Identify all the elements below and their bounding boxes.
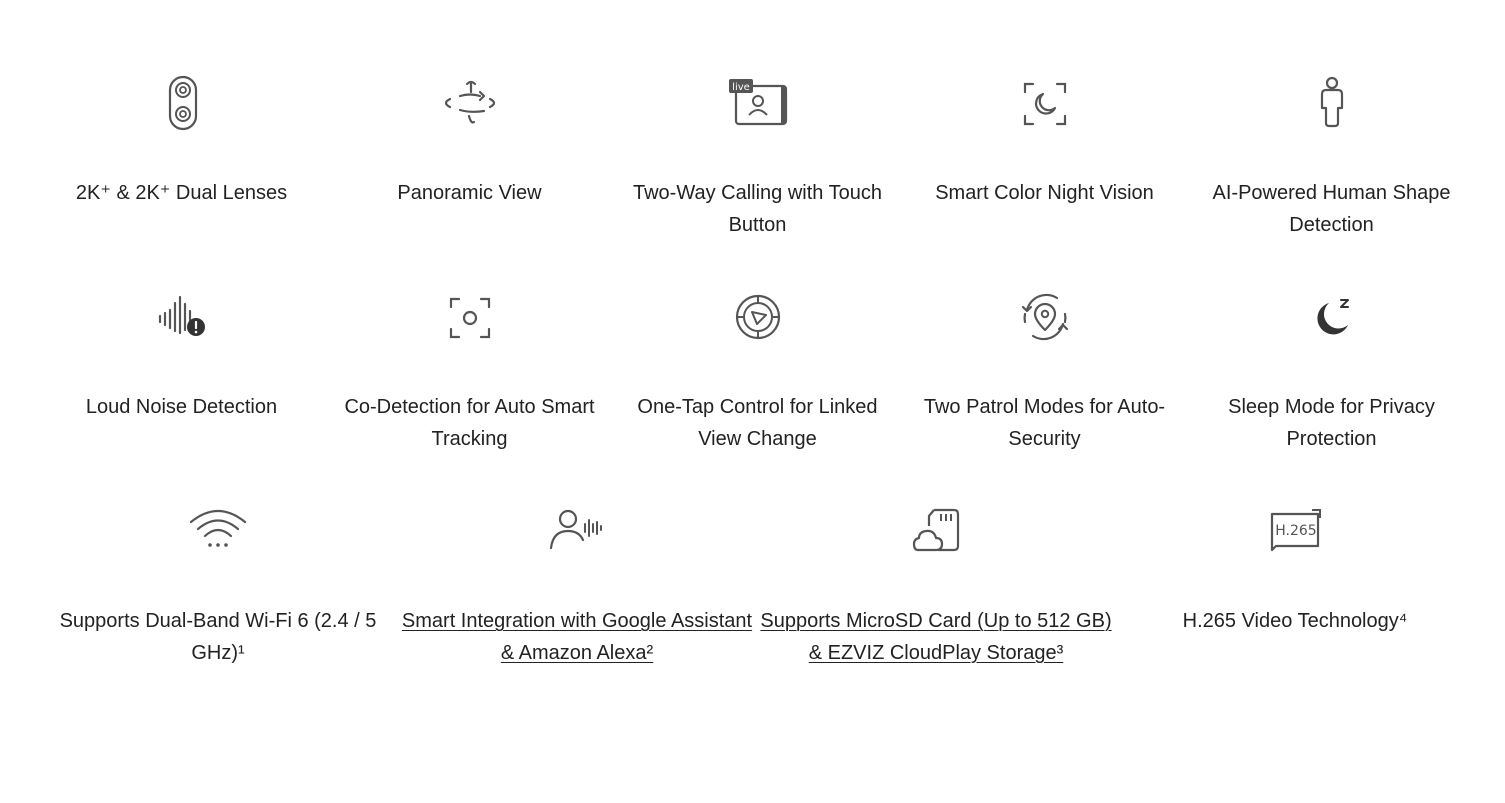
feature-label: One-Tap Control for Linked View Change — [637, 396, 878, 450]
feature-label: H.265 Video Technology⁴ — [1182, 610, 1408, 632]
feature-human-detection — [1188, 72, 1475, 241]
co-detection-icon — [438, 286, 502, 350]
live-call-icon — [726, 72, 790, 136]
dual-lens-icon — [150, 72, 214, 136]
feature-label: Panoramic View — [397, 182, 542, 204]
feature-two-way-calling — [614, 72, 901, 241]
feature-label: Two Patrol Modes for Auto-Security — [923, 396, 1166, 450]
live-badge: live — [731, 82, 750, 93]
wifi-icon — [186, 500, 250, 564]
feature-label: Two-Way Calling with Touch Button — [633, 182, 882, 236]
feature-patrol-modes — [901, 286, 1188, 455]
feature-label: 2K⁺ & 2K⁺ Dual Lenses — [75, 182, 288, 204]
feature-h265 — [1116, 500, 1474, 638]
sd-cloud-icon — [904, 500, 968, 564]
feature-one-tap — [614, 286, 901, 455]
human-shape-icon — [1300, 72, 1364, 136]
h265-icon — [1263, 500, 1327, 564]
feature-loud-noise — [38, 286, 325, 424]
feature-label: Sleep Mode for Privacy Protection — [1228, 396, 1435, 450]
feature-label: AI-Powered Human Shape Detection — [1212, 182, 1451, 236]
feature-dual-lens — [38, 72, 325, 210]
h265-icon-text: H.265 — [1275, 523, 1317, 539]
feature-label: Loud Noise Detection — [85, 396, 278, 418]
patrol-location-icon — [1013, 286, 1077, 350]
loud-noise-icon — [150, 286, 214, 350]
feature-voice-assistant — [398, 500, 756, 669]
feature-panoramic — [326, 72, 613, 210]
feature-co-detection — [326, 286, 613, 455]
panoramic-rotate-icon — [438, 72, 502, 136]
sleep-moon-icon — [1300, 286, 1364, 350]
feature-label: Supports Dual-Band Wi-Fi 6 (2.4 / 5 GHz)¹ — [59, 610, 377, 664]
microsd-storage-link[interactable]: Supports MicroSD Card (Up to 512 GB) & EZVIZ CloudPlay Storage³ — [760, 610, 1112, 664]
night-vision-icon — [1013, 72, 1077, 136]
feature-storage — [757, 500, 1115, 669]
feature-night-vision — [901, 72, 1188, 210]
voice-assistant-icon — [545, 500, 609, 564]
feature-wifi — [39, 500, 397, 669]
feature-label: Co-Detection for Auto Smart Tracking — [344, 396, 595, 450]
feature-label: Smart Color Night Vision — [935, 182, 1154, 204]
target-control-icon — [726, 286, 790, 350]
alexa-integration-link[interactable]: Smart Integration with Google Assistant & Amazon Alexa² — [401, 610, 753, 664]
feature-sleep-mode — [1188, 286, 1475, 455]
